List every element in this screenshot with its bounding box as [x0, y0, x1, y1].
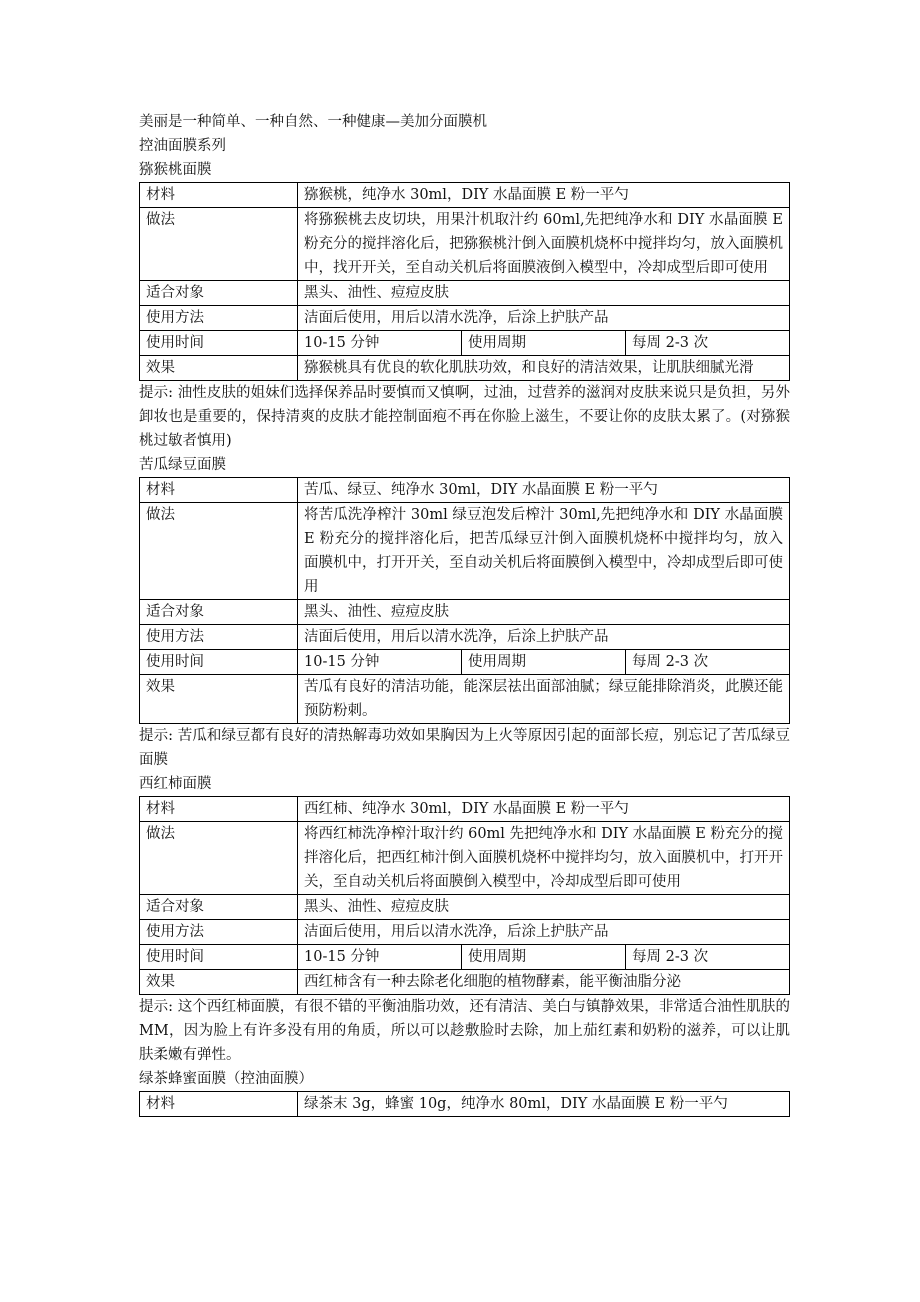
cycle-value: 每周 2-3 次	[626, 331, 790, 356]
usage-label: 使用方法	[140, 625, 298, 650]
target-value: 黑头、油性、痘痘皮肤	[298, 600, 790, 625]
mask-title: 绿茶蜂蜜面膜（控油面膜）	[139, 1071, 313, 1087]
usage-value: 洁面后使用，用后以清水洗净，后涂上护肤产品	[298, 306, 790, 331]
material-row	[140, 183, 790, 208]
method-label: 做法	[140, 208, 298, 281]
usage-value: 洁面后使用，用后以清水洗净，后涂上护肤产品	[298, 625, 790, 650]
time-row	[140, 650, 790, 675]
effect-row	[140, 356, 790, 381]
effect-value: 苦瓜有良好的清洁功能，能深层祛出面部油腻；绿豆能排除消炎，此膜还能预防粉刺。	[298, 675, 790, 724]
cycle-label: 使用周期	[462, 650, 626, 675]
tip-text: 提示: 苦瓜和绿豆都有良好的清热解毒功效如果胸因为上火等原因引起的面部长痘，别忘记了苦瓜绿豆面膜	[139, 728, 790, 768]
material-row	[140, 1092, 790, 1117]
material-value: 绿茶末 3g，蜂蜜 10g，纯净水 80ml，DIY 水晶面膜 E 粉一平勺	[298, 1092, 790, 1117]
cycle-value: 每周 2-3 次	[626, 945, 790, 970]
method-row	[140, 208, 790, 281]
mask-title: 西红柿面膜	[139, 776, 212, 792]
tip-text: 提示: 油性皮肤的姐妹们选择保养品时要慎而又慎啊，过油，过营养的滋润对皮肤来说只是负担，另外卸妆也是重要的，保持清爽的皮肤才能控制面疱不再在你脸上滋生，不要让你的皮肤太累了。(对猕猴桃过敏者慎用)	[139, 385, 790, 449]
cycle-value: 每周 2-3 次	[626, 650, 790, 675]
effect-label: 效果	[140, 675, 298, 724]
usage-label: 使用方法	[140, 306, 298, 331]
method-label: 做法	[140, 503, 298, 600]
mask-title: 猕猴桃面膜	[139, 162, 212, 178]
time-value: 10-15 分钟	[298, 331, 462, 356]
material-label: 材料	[140, 478, 298, 503]
material-value: 猕猴桃，纯净水 30ml，DIY 水晶面膜 E 粉一平勺	[298, 183, 790, 208]
target-row	[140, 600, 790, 625]
target-label: 适合对象	[140, 600, 298, 625]
effect-value: 西红柿含有一种去除老化细胞的植物酵素，能平衡油脂分泌	[298, 970, 790, 995]
material-label: 材料	[140, 183, 298, 208]
time-value: 10-15 分钟	[298, 650, 462, 675]
material-value: 西红柿、纯净水 30ml，DIY 水晶面膜 E 粉一平勺	[298, 797, 790, 822]
series-title: 控油面膜系列	[139, 138, 226, 154]
document-title: 美丽是一种简单、一种自然、一种健康—美加分面膜机	[139, 114, 487, 130]
method-value: 将猕猴桃去皮切块，用果汁机取汁约 60ml,先把纯净水和 DIY 水晶面膜 E 粉充分的搅拌溶化后，把猕猴桃汁倒入面膜机烧杯中搅拌均匀，放入面膜机中，找开开关，至自动关机后将面膜液倒入模型中，冷却成型后即可使用	[298, 208, 790, 281]
recipe-table	[139, 182, 790, 381]
effect-label: 效果	[140, 356, 298, 381]
effect-value: 猕猴桃具有优良的软化肌肤功效，和良好的清洁效果，让肌肤细腻光滑	[298, 356, 790, 381]
material-row	[140, 797, 790, 822]
material-value: 苦瓜、绿豆、纯净水 30ml，DIY 水晶面膜 E 粉一平勺	[298, 478, 790, 503]
time-row	[140, 945, 790, 970]
method-label: 做法	[140, 822, 298, 895]
mask-title: 苦瓜绿豆面膜	[139, 457, 226, 473]
target-row	[140, 281, 790, 306]
usage-row	[140, 625, 790, 650]
recipe-table	[139, 1091, 790, 1117]
target-value: 黑头、油性、痘痘皮肤	[298, 281, 790, 306]
method-value: 将西红柿洗净榨汁取汁约 60ml 先把纯净水和 DIY 水晶面膜 E 粉充分的搅拌溶化后，把西红柿汁倒入面膜机烧杯中搅拌均匀，放入面膜机中，打开开关，至自动关机后将面膜倒入模型中，冷却成型后即可使用	[298, 822, 790, 895]
time-label: 使用时间	[140, 650, 298, 675]
method-row	[140, 822, 790, 895]
time-value: 10-15 分钟	[298, 945, 462, 970]
recipe-table	[139, 796, 790, 995]
effect-row	[140, 675, 790, 724]
target-value: 黑头、油性、痘痘皮肤	[298, 895, 790, 920]
cycle-label: 使用周期	[462, 945, 626, 970]
document-page	[139, 110, 790, 1117]
usage-value: 洁面后使用，用后以清水洗净，后涂上护肤产品	[298, 920, 790, 945]
cycle-label: 使用周期	[462, 331, 626, 356]
tip-text: 提示: 这个西红柿面膜，有很不错的平衡油脂功效，还有清洁、美白与镇静效果，非常适合油性肌肤的 MM，因为脸上有许多没有用的角质，所以可以趁敷脸时去除，加上茄红素和奶粉的滋养，可以让肌肤柔嫩有弹性。	[139, 999, 790, 1063]
usage-row	[140, 920, 790, 945]
usage-row	[140, 306, 790, 331]
method-row	[140, 503, 790, 600]
time-row	[140, 331, 790, 356]
time-label: 使用时间	[140, 331, 298, 356]
effect-label: 效果	[140, 970, 298, 995]
target-row	[140, 895, 790, 920]
target-label: 适合对象	[140, 895, 298, 920]
material-label: 材料	[140, 1092, 298, 1117]
target-label: 适合对象	[140, 281, 298, 306]
usage-label: 使用方法	[140, 920, 298, 945]
method-value: 将苦瓜洗净榨汁 30ml 绿豆泡发后榨汁 30ml,先把纯净水和 DIY 水晶面膜 E 粉充分的搅拌溶化后，把苦瓜绿豆汁倒入面膜机烧杯中搅拌均匀，放入面膜机中，打开开关，至自动关机后将面膜倒入模型中，冷却成型后即可使用	[298, 503, 790, 600]
recipe-table	[139, 477, 790, 724]
time-label: 使用时间	[140, 945, 298, 970]
material-label: 材料	[140, 797, 298, 822]
material-row	[140, 478, 790, 503]
effect-row	[140, 970, 790, 995]
